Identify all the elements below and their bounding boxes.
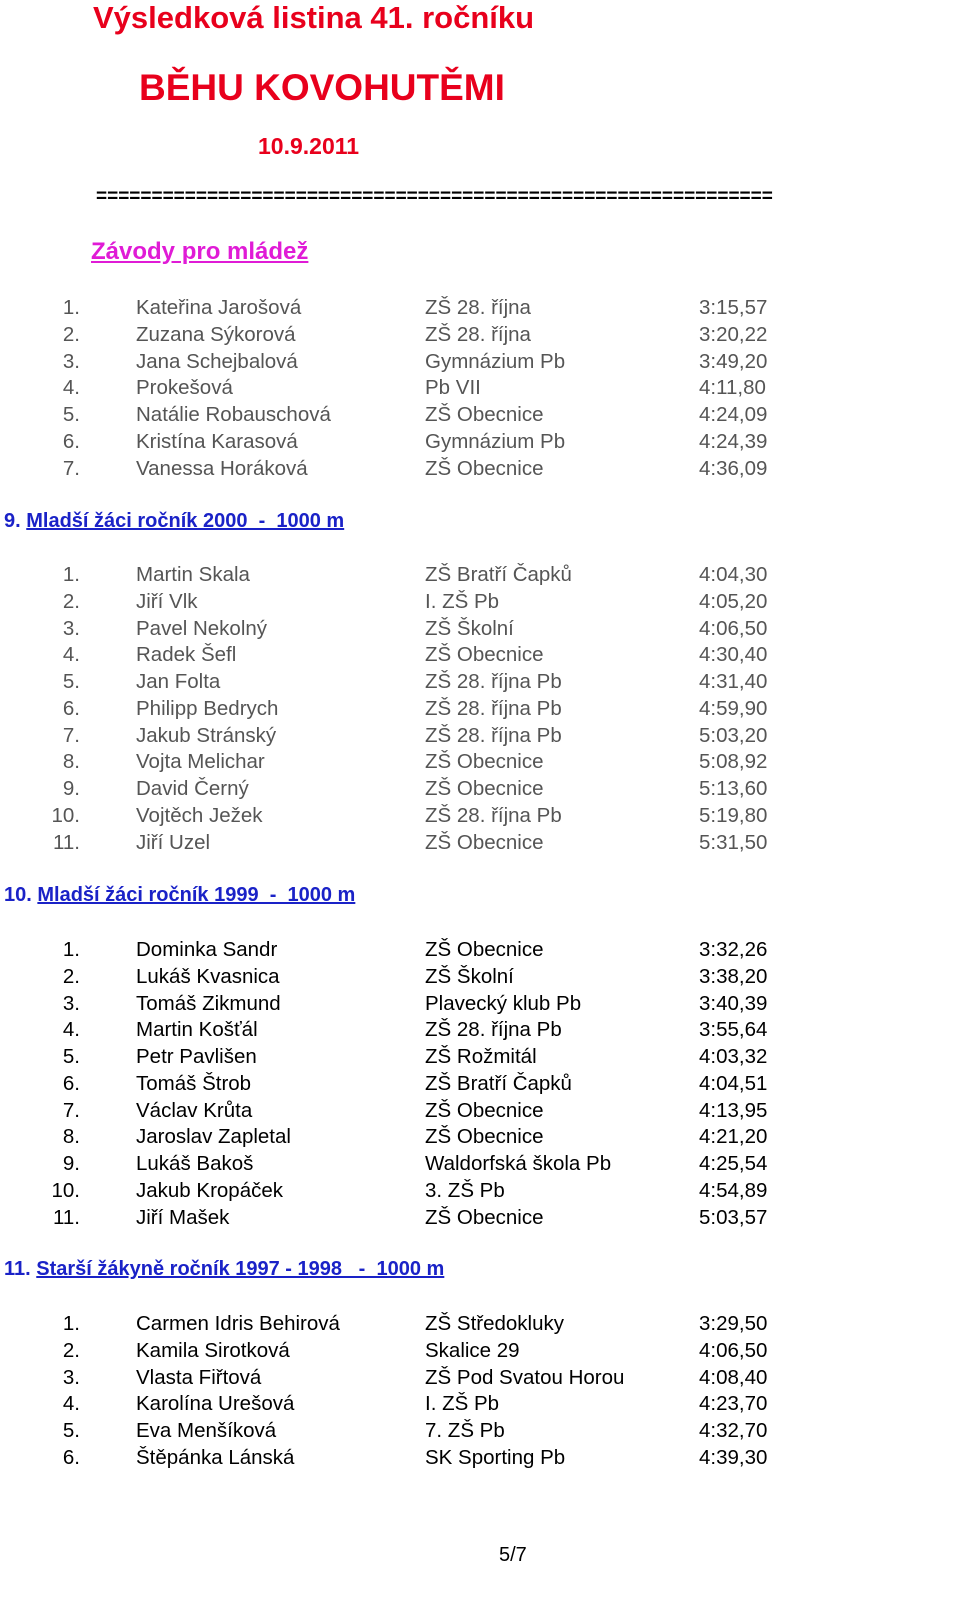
name-cell: Carmen Idris Behirová: [136, 1312, 340, 1335]
result-row: [0, 1390, 960, 1417]
result-row: [0, 294, 960, 321]
name-cell: Kristína Karasová: [136, 429, 298, 453]
school-cell: ZŠ Obecnice: [425, 830, 544, 854]
name-cell: Zuzana Sýkorová: [136, 322, 296, 346]
rank-cell: 5.: [62, 1419, 80, 1442]
rank-cell: 9.: [62, 1152, 80, 1175]
name-cell: Pavel Nekolný: [136, 616, 268, 640]
result-row: [0, 990, 960, 1017]
time-cell: 4:36,09: [699, 456, 768, 480]
time-cell: 5:31,50: [699, 830, 768, 854]
rank-cell: 2.: [62, 589, 80, 613]
school-cell: ZŠ Školní: [425, 616, 514, 640]
time-cell: 5:13,60: [699, 777, 768, 800]
time-cell: 4:05,20: [699, 589, 768, 613]
result-row: [0, 722, 960, 749]
rank-cell: 11.: [53, 830, 80, 854]
result-row: [0, 695, 960, 722]
name-cell: Karolína Urešová: [136, 1392, 295, 1416]
result-row: [0, 963, 960, 990]
page-title: Výsledková listina 41. ročníku: [93, 0, 535, 35]
school-cell: ZŠ 28. října Pb: [425, 723, 562, 747]
result-row: [0, 1417, 960, 1444]
name-cell: Petr Pavlišen: [136, 1045, 257, 1068]
rank-cell: 8.: [62, 1125, 80, 1149]
youth-races-subtitle: Závody pro mládež: [91, 238, 309, 265]
name-cell: Dominka Sandr: [136, 938, 278, 961]
rank-cell: 3.: [62, 991, 80, 1015]
name-cell: Martin Skala: [136, 563, 250, 586]
category-number: 9.: [4, 510, 21, 532]
school-cell: ZŠ 28. října Pb: [425, 670, 562, 693]
category-heading: [4, 508, 344, 535]
rank-cell: 10.: [51, 1178, 80, 1202]
result-row: [0, 1364, 960, 1391]
name-cell: Vlasta Fiřtová: [136, 1365, 262, 1389]
category-title-link[interactable]: Starší žákyně ročník 1997 - 1998 - 1000 m: [36, 1258, 445, 1280]
result-row: [0, 1016, 960, 1043]
rank-cell: 2.: [62, 964, 80, 988]
time-cell: 4:54,89: [699, 1178, 768, 1202]
name-cell: Vojta Melichar: [136, 750, 265, 774]
category-number: 11.: [4, 1258, 31, 1280]
result-row: [0, 615, 960, 642]
time-cell: 3:20,22: [699, 322, 768, 346]
name-cell: Lukáš Kvasnica: [136, 964, 280, 988]
name-cell: Štěpánka Lánská: [136, 1445, 295, 1469]
result-row: [0, 1177, 960, 1204]
rank-cell: 2.: [62, 1338, 80, 1362]
rank-cell: 7.: [62, 456, 80, 480]
name-cell: David Černý: [136, 777, 249, 800]
result-row: [0, 1310, 960, 1337]
rank-cell: 7.: [62, 723, 80, 747]
time-cell: 4:11,80: [699, 376, 766, 400]
rank-cell: 4.: [62, 1392, 80, 1416]
result-row: [0, 1097, 960, 1124]
result-row: [0, 321, 960, 348]
result-row: [0, 588, 960, 615]
rank-cell: 4.: [62, 1018, 80, 1042]
result-row: [0, 668, 960, 695]
result-row: [0, 1123, 960, 1150]
school-cell: Pb VII: [425, 376, 481, 400]
result-row: [0, 1204, 960, 1231]
time-cell: 4:03,32: [699, 1045, 768, 1068]
page-number: 5/7: [499, 1544, 527, 1566]
school-cell: ZŠ Pod Svatou Horou: [425, 1365, 625, 1389]
rank-cell: 1.: [62, 938, 80, 961]
school-cell: 3. ZŠ Pb: [425, 1178, 505, 1202]
name-cell: Jaroslav Zapletal: [136, 1125, 291, 1149]
school-cell: ZŠ Bratří Čapků: [425, 563, 572, 586]
time-cell: 4:25,54: [699, 1152, 768, 1175]
time-cell: 5:19,80: [699, 803, 768, 827]
school-cell: ZŠ Obecnice: [425, 403, 544, 426]
name-cell: Jakub Kropáček: [136, 1178, 284, 1202]
time-cell: 3:55,64: [699, 1018, 768, 1042]
rank-cell: 10.: [51, 803, 80, 827]
school-cell: ZŠ Obecnice: [425, 456, 544, 480]
school-cell: I. ZŠ Pb: [425, 1392, 500, 1416]
result-row: [0, 1043, 960, 1070]
time-cell: 3:15,57: [699, 296, 768, 319]
time-cell: 4:24,09: [699, 403, 768, 426]
school-cell: ZŠ Obecnice: [425, 777, 544, 800]
time-cell: 4:32,70: [699, 1419, 768, 1442]
result-row: [0, 936, 960, 963]
category-heading: [4, 882, 355, 909]
time-cell: 4:04,51: [699, 1071, 768, 1095]
rank-cell: 5.: [62, 403, 80, 426]
result-row: [0, 428, 960, 455]
school-cell: ZŠ Rožmitál: [425, 1045, 537, 1068]
result-row: [0, 374, 960, 401]
name-cell: Tomáš Štrob: [136, 1071, 252, 1095]
time-cell: 4:24,39: [699, 429, 768, 453]
time-cell: 3:32,26: [699, 938, 768, 961]
event-title: BĚHU KOVOHUTĚMI: [139, 67, 505, 108]
time-cell: 3:40,39: [699, 991, 768, 1015]
rank-cell: 5.: [62, 670, 80, 693]
result-row: [0, 829, 960, 856]
school-cell: ZŠ Bratří Čapků: [425, 1071, 572, 1095]
name-cell: Lukáš Bakoš: [136, 1152, 254, 1175]
result-row: [0, 1444, 960, 1471]
school-cell: ZŠ Obecnice: [425, 1098, 544, 1122]
name-cell: Martin Košťál: [136, 1018, 258, 1042]
time-cell: 4:06,50: [699, 1338, 768, 1362]
school-cell: Gymnázium Pb: [425, 349, 566, 373]
school-cell: ZŠ Obecnice: [425, 750, 544, 774]
school-cell: ZŠ Obecnice: [425, 643, 544, 667]
school-cell: Gymnázium Pb: [425, 429, 566, 453]
rank-cell: 4.: [62, 376, 80, 400]
rank-cell: 9.: [62, 777, 80, 800]
result-row: [0, 1150, 960, 1177]
school-cell: ZŠ 28. října Pb: [425, 803, 562, 827]
name-cell: Vanessa Horáková: [136, 456, 308, 480]
rank-cell: 7.: [62, 1098, 80, 1122]
time-cell: 4:04,30: [699, 563, 768, 586]
name-cell: Jan Folta: [136, 670, 221, 693]
rank-cell: 6.: [62, 429, 80, 453]
time-cell: 4:59,90: [699, 696, 768, 720]
time-cell: 3:49,20: [699, 349, 768, 373]
result-row: [0, 455, 960, 482]
divider-line: =============================================================: [96, 186, 773, 207]
time-cell: 4:30,40: [699, 643, 768, 667]
school-cell: ZŠ Školní: [425, 964, 514, 988]
school-cell: ZŠ 28. října: [425, 296, 531, 319]
time-cell: 4:06,50: [699, 616, 768, 640]
name-cell: Radek Šefl: [136, 643, 237, 667]
name-cell: Tomáš Zikmund: [136, 991, 281, 1015]
result-row: [0, 775, 960, 802]
name-cell: Prokešová: [136, 376, 233, 400]
time-cell: 5:08,92: [699, 750, 768, 774]
school-cell: Skalice 29: [425, 1338, 520, 1362]
rank-cell: 3.: [62, 1365, 80, 1389]
name-cell: Kamila Sirotková: [136, 1338, 290, 1362]
category-title-link[interactable]: Mladší žáci ročník 1999 - 1000 m: [37, 884, 356, 906]
school-cell: ZŠ 28. října Pb: [425, 1018, 562, 1042]
category-heading: [4, 1256, 444, 1283]
time-cell: 4:31,40: [699, 670, 768, 693]
rank-cell: 11.: [53, 1205, 80, 1229]
time-cell: 5:03,20: [699, 723, 768, 747]
time-cell: 4:21,20: [699, 1125, 768, 1149]
name-cell: Jiří Vlk: [136, 589, 198, 613]
rank-cell: 5.: [62, 1045, 80, 1068]
time-cell: 4:08,40: [699, 1365, 768, 1389]
result-row: [0, 748, 960, 775]
rank-cell: 4.: [62, 643, 80, 667]
name-cell: Vojtěch Ježek: [136, 803, 263, 827]
name-cell: Natálie Robauschová: [136, 403, 331, 426]
time-cell: 4:39,30: [699, 1445, 768, 1469]
rank-cell: 8.: [62, 750, 80, 774]
school-cell: ZŠ 28. října: [425, 322, 531, 346]
time-cell: 5:03,57: [699, 1205, 768, 1229]
rank-cell: 6.: [62, 696, 80, 720]
time-cell: 3:29,50: [699, 1312, 768, 1335]
time-cell: 4:13,95: [699, 1098, 768, 1122]
result-row: [0, 1070, 960, 1097]
rank-cell: 3.: [62, 349, 80, 373]
school-cell: 7. ZŠ Pb: [425, 1419, 505, 1442]
school-cell: I. ZŠ Pb: [425, 589, 500, 613]
result-row: [0, 401, 960, 428]
rank-cell: 2.: [62, 322, 80, 346]
school-cell: ZŠ 28. října Pb: [425, 696, 562, 720]
time-cell: 3:38,20: [699, 964, 768, 988]
name-cell: Václav Krůta: [136, 1098, 253, 1122]
name-cell: Eva Menšíková: [136, 1419, 277, 1442]
rank-cell: 6.: [62, 1445, 80, 1469]
school-cell: Plavecký klub Pb: [425, 991, 582, 1015]
rank-cell: 6.: [62, 1071, 80, 1095]
school-cell: ZŠ Středokluky: [425, 1312, 564, 1335]
rank-cell: 1.: [62, 1312, 80, 1335]
school-cell: SK Sporting Pb: [425, 1445, 566, 1469]
school-cell: ZŠ Obecnice: [425, 1205, 544, 1229]
name-cell: Jiří Uzel: [136, 830, 211, 854]
category-title-link[interactable]: Mladší žáci ročník 2000 - 1000 m: [26, 510, 345, 532]
event-date: 10.9.2011: [258, 133, 360, 159]
name-cell: Jiří Mašek: [136, 1205, 230, 1229]
name-cell: Philipp Bedrych: [136, 696, 279, 720]
name-cell: Kateřina Jarošová: [136, 296, 302, 319]
result-row: [0, 802, 960, 829]
time-cell: 4:23,70: [699, 1392, 768, 1416]
school-cell: ZŠ Obecnice: [425, 938, 544, 961]
name-cell: Jakub Stránský: [136, 723, 277, 747]
result-row: [0, 561, 960, 588]
rank-cell: 1.: [62, 563, 80, 586]
school-cell: Waldorfská škola Pb: [425, 1152, 612, 1175]
rank-cell: 1.: [62, 296, 80, 319]
rank-cell: 3.: [62, 616, 80, 640]
category-number: 10.: [4, 884, 32, 906]
result-row: [0, 641, 960, 668]
result-row: [0, 1337, 960, 1364]
result-row: [0, 348, 960, 375]
school-cell: ZŠ Obecnice: [425, 1125, 544, 1149]
name-cell: Jana Schejbalová: [136, 349, 298, 373]
